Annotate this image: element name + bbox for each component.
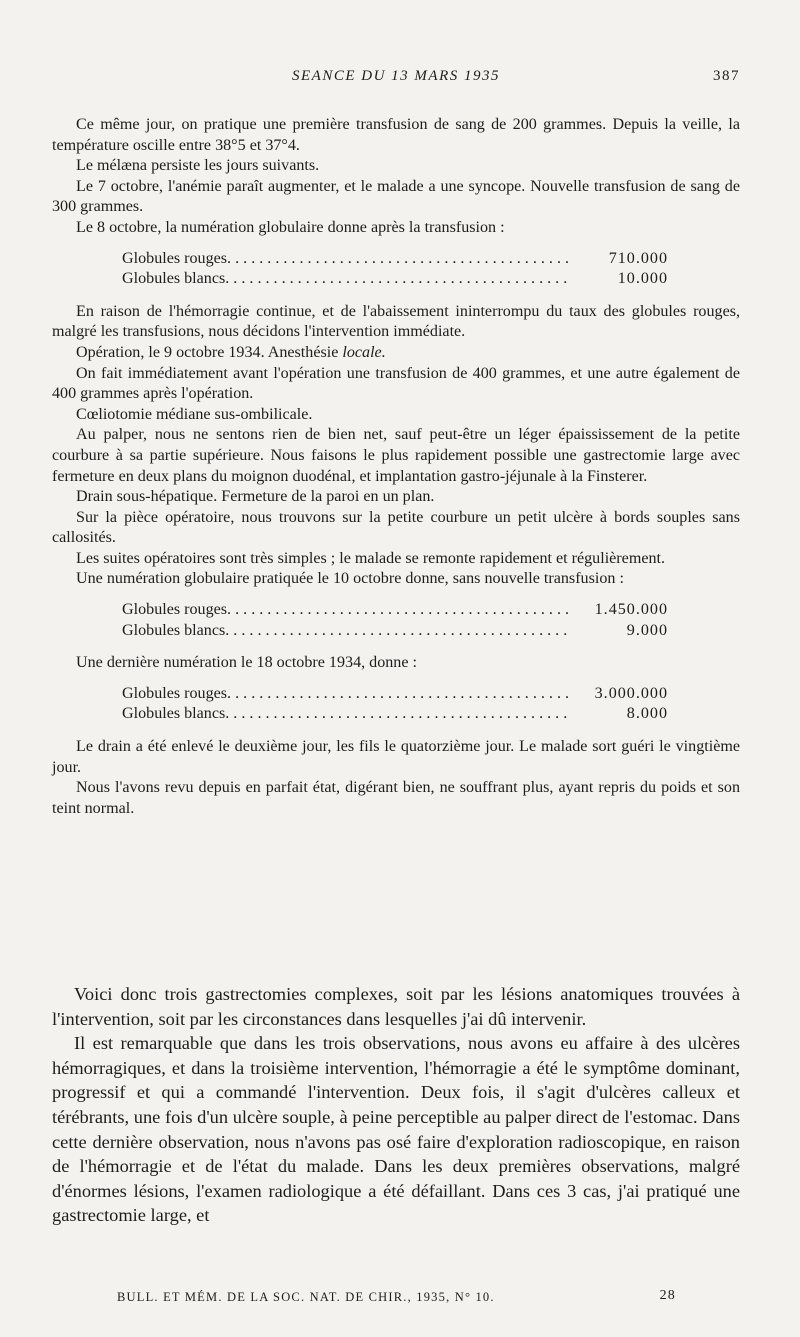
operation-text: Opération, le 9 octobre 1934. Anesthésie [76, 343, 343, 361]
discussion-text [52, 982, 740, 1228]
row-label: Globules rouges [122, 684, 228, 702]
running-header [52, 68, 740, 92]
row-label: Globules rouges [122, 249, 228, 267]
paragraph: Une dernière numération le 18 octobre 1934, donne : [76, 654, 417, 672]
leader-dots [227, 684, 572, 705]
row-label: Globules blancs [122, 270, 226, 288]
paragraph: En raison de l'hémorragie continue, et de l'abaissement ininterrompu du taux des globules rouges, malgré les transfusions, nous décidons l'intervention immédiate. [52, 302, 740, 341]
paragraph: Cœliotomie médiane sus-ombilicale. [76, 405, 313, 423]
page-footer [52, 1290, 740, 1310]
paragraph: Les suites opératoires sont très simples ; le malade se remonte rapidement et régulièrement. [76, 549, 666, 567]
blood-count-table-2 [122, 600, 668, 641]
paragraph: Sur la pièce opératoire, nous trouvons sur la petite courbure un petit ulcère à bords souples sans callosités. [52, 508, 740, 547]
paragraph: Le drain a été enlevé le deuxième jour, les fils le quatorzième jour. Le malade sort guéri le vingtième jour. [52, 738, 740, 776]
paragraph: Nous l'avons revu depuis en parfait état, digérant bien, ne souffrant plus, ayant repris du poids et son teint normal. [52, 779, 740, 817]
leader-dots [227, 249, 572, 270]
row-value: 1.450.000 [594, 601, 668, 619]
paragraph: On fait immédiatement avant l'opération une transfusion de 400 grammes, et une autre également de 400 grammes après l'opération. [52, 364, 740, 403]
paragraph: Ce même jour, on pratique une première transfusion de sang de 200 grammes. Depuis la veille, la température oscille entre 38°5 et 37°4. [52, 116, 740, 154]
page-number: 387 [713, 68, 740, 84]
anesthesia-type: locale. [342, 343, 386, 361]
table-row [122, 600, 668, 621]
row-value: 3.000.000 [594, 684, 668, 702]
leader-dots [225, 621, 572, 642]
paragraph: Le mélæna persiste les jours suivants. [76, 157, 320, 175]
row-label: Globules rouges [122, 601, 228, 619]
paragraph: Il est remarquable que dans les trois observations, nous avons eu affaire à des ulcères hémorragiques, et dans la troisième intervention, l'hémorragie a été le symptôme dominant, progressif et qui a commandé l'intervention. Deux fois, il s'agit d'ulcères calleux et térébrants, une fois d'un ulcère souple, à peine perceptible au palper direct de l'estomac. Dans cette dernière observation, nous n'avons pas osé faire d'exploration radioscopique, en raison de l'hémorragie et de l'état du malade. Dans les deux premières observations, malgré d'énormes lésions, l'examen radiologique a été défaillant. Dans ces 3 cas, j'ai pratiqué une gastrectomie large, et [52, 1033, 740, 1226]
row-value: 8.000 [626, 705, 668, 723]
leader-dots [225, 269, 572, 290]
paragraph: Drain sous-hépatique. Fermeture de la paroi en un plan. [76, 488, 435, 506]
row-value: 10.000 [617, 270, 668, 288]
paragraph: Au palper, nous ne sentons rien de bien net, sauf peut-être un léger épaississement de la petite courbure à sa partie supérieure. Nous faisons le plus rapidement possible une gastrectomie large avec fermeture en deux plans du moignon duodénal, et implantation gastro-jéjunale à la Finsterer. [52, 426, 740, 485]
running-title: SEANCE DU 13 MARS 1935 [292, 68, 500, 84]
paragraph: Une numération globulaire pratiquée le 10 octobre donne, sans nouvelle transfusion : [76, 570, 624, 588]
table-row [122, 269, 668, 290]
row-value: 710.000 [608, 249, 668, 267]
journal-reference: BULL. ET MÉM. DE LA SOC. NAT. DE CHIR., 1935, N° 10. [117, 1290, 495, 1304]
table-row [122, 249, 668, 270]
row-label: Globules blancs [122, 621, 226, 639]
paragraph: Voici donc trois gastrectomies complexes, soit par les lésions anatomiques trouvées à l'intervention, soit par les circonstances dans lesquelles j'ai dû intervenir. [52, 984, 740, 1029]
paragraph: Le 8 octobre, la numération globulaire donne après la transfusion : [76, 218, 505, 236]
blood-count-table-3 [122, 684, 668, 725]
paragraph: Le 7 octobre, l'anémie paraît augmenter, et le malade a une syncope. Nouvelle transfusion de sang de 300 grammes. [52, 177, 740, 216]
table-row [122, 621, 668, 642]
table-row [122, 684, 668, 705]
row-value: 9.000 [626, 621, 668, 639]
case-report-text [52, 115, 740, 819]
leader-dots [225, 704, 572, 725]
row-label: Globules blancs [122, 705, 226, 723]
blood-count-table-1 [122, 249, 668, 290]
leader-dots [227, 600, 572, 621]
page [52, 0, 740, 1337]
table-row [122, 704, 668, 725]
sheet-number: 28 [659, 1288, 676, 1303]
paragraph [52, 343, 740, 364]
